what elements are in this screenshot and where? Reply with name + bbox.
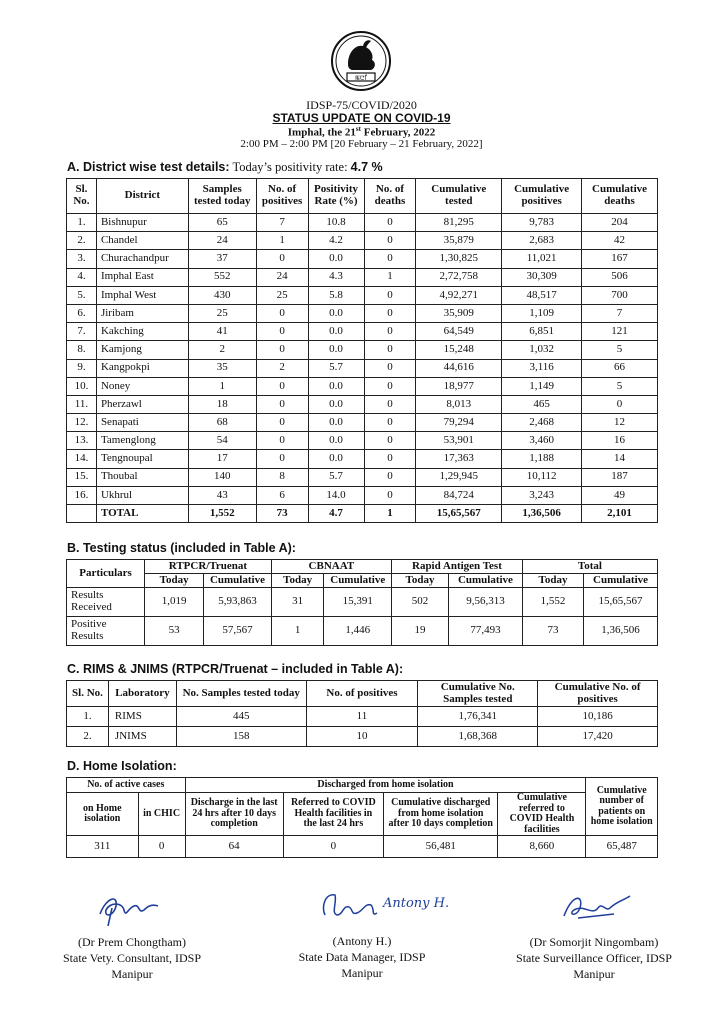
signatory-1-designation: State Vety. Consultant, IDSP (62, 951, 201, 966)
district-table-header: Sl. No. (67, 179, 97, 214)
district-cell: 1,109 (502, 304, 582, 322)
district-cell: 5.8 (308, 286, 364, 304)
testing-cell: 15,65,567 (584, 588, 658, 617)
district-cell: Tamenglong (96, 432, 188, 450)
signatory-2-name: (Antony H.) (332, 934, 392, 948)
district-cell: 0 (256, 341, 308, 359)
district-cell: 0 (364, 414, 416, 432)
test-subheader: Today (392, 574, 449, 588)
district-row (67, 395, 658, 413)
district-cell: 24 (256, 268, 308, 286)
district-row (67, 323, 658, 341)
home-isolation-subheader: Cumulative referred to COVID Health facilities (498, 793, 586, 836)
total-cell: 15,65,567 (416, 505, 502, 523)
district-cell: Pherzawl (96, 395, 188, 413)
testing-cell: 1,552 (522, 588, 583, 617)
total-cell: 1 (364, 505, 416, 523)
signatory-2-place: Manipur (341, 966, 383, 981)
district-cell: Kakching (96, 323, 188, 341)
district-cell: 48,517 (502, 286, 582, 304)
district-cell: 12. (67, 414, 97, 432)
district-cell: 14 (582, 450, 658, 468)
section-d-heading: D. Home Isolation: (67, 759, 177, 773)
district-row (67, 304, 658, 322)
testing-cell: 1 (271, 617, 324, 646)
home-isolation-subheader: Discharge in the last 24 hrs after 10 days completion (185, 793, 283, 836)
district-cell: 430 (188, 286, 256, 304)
lab-row (67, 727, 658, 747)
district-cell: 2. (67, 232, 97, 250)
signatory-1-place: Manipur (111, 967, 153, 982)
district-table (66, 178, 658, 523)
testing-cell: 57,567 (204, 617, 272, 646)
home-isolation-table (66, 777, 658, 858)
district-cell: 0 (256, 304, 308, 322)
signatory-1-name: (Dr Prem Chongtham) (78, 935, 186, 949)
district-cell: 13. (67, 432, 97, 450)
district-row (67, 450, 658, 468)
district-cell: 4. (67, 268, 97, 286)
district-cell: 12 (582, 414, 658, 432)
district-table-header: Cumulative deaths (582, 179, 658, 214)
district-cell: 0.0 (308, 450, 364, 468)
district-cell: 4,92,271 (416, 286, 502, 304)
district-cell: 0 (364, 450, 416, 468)
district-cell: 187 (582, 468, 658, 486)
testing-row (67, 588, 658, 617)
district-cell: 18 (188, 395, 256, 413)
district-cell: 66 (582, 359, 658, 377)
testing-cell: 53 (145, 617, 204, 646)
district-cell: 0 (256, 414, 308, 432)
district-table-header: Positivity Rate (%) (308, 179, 364, 214)
district-cell: 0 (364, 395, 416, 413)
document-ref: IDSP-75/COVID/2020 (306, 98, 417, 112)
district-cell: 1. (67, 214, 97, 232)
home-isolation-cell: 56,481 (383, 836, 498, 858)
district-cell: 1,30,825 (416, 250, 502, 268)
district-cell: 6,851 (502, 323, 582, 341)
district-cell: 43 (188, 486, 256, 504)
signatory-2-designation: State Data Manager, IDSP (298, 950, 426, 965)
district-cell: Imphal East (96, 268, 188, 286)
district-row (67, 214, 658, 232)
section-c-heading: C. RIMS & JNIMS (RTPCR/Truenat – included in Table A): (67, 662, 404, 676)
total-cell: 1,36,506 (502, 505, 582, 523)
district-cell: 1 (364, 268, 416, 286)
signature-3-icon (544, 888, 644, 928)
district-cell: 68 (188, 414, 256, 432)
district-table-header: Cumulative tested (416, 179, 502, 214)
testing-cell: 5,93,863 (204, 588, 272, 617)
district-cell: 3,460 (502, 432, 582, 450)
district-cell: 6 (256, 486, 308, 504)
district-cell: 204 (582, 214, 658, 232)
district-cell: 0 (364, 323, 416, 341)
district-cell: 8 (256, 468, 308, 486)
total-cell (67, 505, 97, 523)
place-date: Imphal, the 21st February, 2022 (287, 125, 436, 139)
district-cell: 5 (582, 341, 658, 359)
positivity-text: Today’s positivity rate: (229, 160, 351, 174)
total-cell: 4.7 (308, 505, 364, 523)
district-cell: 7 (256, 214, 308, 232)
district-cell: 0 (256, 323, 308, 341)
lab-table-header: No. of positives (306, 681, 418, 707)
emblem-inscription: ꯃꯅꯤ (355, 74, 367, 82)
district-cell: 465 (502, 395, 582, 413)
district-cell: 14.0 (308, 486, 364, 504)
district-cell: 1,032 (502, 341, 582, 359)
test-type-header: CBNAAT (271, 560, 391, 574)
signature-2-icon (307, 885, 450, 927)
lab-table-header: Cumulative No. Samples tested (418, 681, 538, 707)
district-cell: 16. (67, 486, 97, 504)
district-cell: 0 (364, 304, 416, 322)
positivity-value: 4.7 % (350, 160, 383, 174)
test-type-header: Total (522, 560, 657, 574)
lab-cell: 10 (306, 727, 418, 747)
district-cell: 0 (364, 250, 416, 268)
district-cell: 35,879 (416, 232, 502, 250)
district-cell: 15,248 (416, 341, 502, 359)
district-cell: 0 (364, 214, 416, 232)
district-cell: 0 (256, 250, 308, 268)
district-cell: Imphal West (96, 286, 188, 304)
district-row (67, 341, 658, 359)
district-cell: 0.0 (308, 250, 364, 268)
district-cell: 5. (67, 286, 97, 304)
district-cell: 2,683 (502, 232, 582, 250)
district-cell: 3,116 (502, 359, 582, 377)
active-cases-header: No. of active cases (67, 778, 186, 793)
district-cell: 0.0 (308, 414, 364, 432)
testing-cell: 15,391 (324, 588, 392, 617)
district-cell: 4.3 (308, 268, 364, 286)
district-cell: 5.7 (308, 359, 364, 377)
district-cell: 0 (256, 432, 308, 450)
home-isolation-subheader: Cumulative discharged from home isolation after 10 days completion (383, 793, 498, 836)
district-table-header: Cumulative positives (502, 179, 582, 214)
district-cell: 167 (582, 250, 658, 268)
district-row (67, 286, 658, 304)
district-cell: 700 (582, 286, 658, 304)
district-cell: 53,901 (416, 432, 502, 450)
district-cell: 65 (188, 214, 256, 232)
district-cell: 140 (188, 468, 256, 486)
lab-table-header: Cumulative No. of positives (538, 681, 658, 707)
total-cell: 1,552 (188, 505, 256, 523)
district-cell: 30,309 (502, 268, 582, 286)
total-row (67, 505, 658, 523)
district-cell: 5 (582, 377, 658, 395)
home-isolation-subheader: Referred to COVID Health facilities in the last 24 hrs (283, 793, 383, 836)
district-cell: 6. (67, 304, 97, 322)
lab-cell: 11 (306, 707, 418, 727)
district-cell: Thoubal (96, 468, 188, 486)
testing-cell: 1,446 (324, 617, 392, 646)
district-cell: 552 (188, 268, 256, 286)
district-cell: 0 (364, 468, 416, 486)
district-cell: 8,013 (416, 395, 502, 413)
district-cell: 25 (256, 286, 308, 304)
district-cell: 17,363 (416, 450, 502, 468)
district-cell: 8. (67, 341, 97, 359)
district-cell: 16 (582, 432, 658, 450)
test-subheader: Cumulative (584, 574, 658, 588)
lab-table-header: No. Samples tested today (176, 681, 306, 707)
lab-table-header: Sl. No. (67, 681, 109, 707)
lab-cell: 1,76,341 (418, 707, 538, 727)
district-cell: 0 (364, 359, 416, 377)
district-cell: 84,724 (416, 486, 502, 504)
district-cell: 2,468 (502, 414, 582, 432)
particulars-cell: Positive Results (67, 617, 145, 646)
home-isolation-cell: 65,487 (586, 836, 658, 858)
district-cell: 35,909 (416, 304, 502, 322)
district-cell: 64,549 (416, 323, 502, 341)
district-cell: 1 (256, 232, 308, 250)
district-cell: 7. (67, 323, 97, 341)
testing-status-table (66, 559, 658, 646)
lab-cell: 2. (67, 727, 109, 747)
home-isolation-subheader: in CHIC (138, 793, 185, 836)
home-isolation-cell: 64 (185, 836, 283, 858)
district-cell: 506 (582, 268, 658, 286)
district-cell: 0 (582, 395, 658, 413)
district-cell: 0 (364, 486, 416, 504)
district-cell: 1,149 (502, 377, 582, 395)
testing-cell: 31 (271, 588, 324, 617)
lab-cell: 10,186 (538, 707, 658, 727)
district-cell: 3,243 (502, 486, 582, 504)
district-cell: 14. (67, 450, 97, 468)
district-cell: 4.2 (308, 232, 364, 250)
document-title: STATUS UPDATE ON COVID-19 (272, 111, 451, 125)
lab-cell: 158 (176, 727, 306, 747)
district-cell: 1,188 (502, 450, 582, 468)
district-cell: 49 (582, 486, 658, 504)
district-cell: 0.0 (308, 432, 364, 450)
state-emblem-icon (330, 30, 392, 92)
signatory-1 (22, 888, 242, 983)
district-row (67, 377, 658, 395)
report-period: 2:00 PM – 2:00 PM [20 February – 21 February, 2022] (240, 138, 483, 150)
total-cell: TOTAL (96, 505, 188, 523)
testing-cell: 1,019 (145, 588, 204, 617)
district-cell: Senapati (96, 414, 188, 432)
total-cell: 73 (256, 505, 308, 523)
signatory-3-designation: State Surveillance Officer, IDSP (516, 951, 672, 966)
district-table-header: No. of positives (256, 179, 308, 214)
district-cell: Tengnoupal (96, 450, 188, 468)
lab-cell: 1,68,368 (418, 727, 538, 747)
district-cell: 24 (188, 232, 256, 250)
district-cell: 54 (188, 432, 256, 450)
district-cell: Kamjong (96, 341, 188, 359)
home-isolation-cell: 0 (283, 836, 383, 858)
total-cell: 2,101 (582, 505, 658, 523)
test-subheader: Cumulative (449, 574, 523, 588)
district-cell: 0 (364, 232, 416, 250)
district-cell: 10. (67, 377, 97, 395)
district-cell: 9. (67, 359, 97, 377)
district-cell: 5.7 (308, 468, 364, 486)
home-isolation-cell: 8,660 (498, 836, 586, 858)
district-table-header: Samples tested today (188, 179, 256, 214)
district-cell: 0 (364, 432, 416, 450)
test-type-header: Rapid Antigen Test (392, 560, 523, 574)
district-cell: 15. (67, 468, 97, 486)
district-cell: 17 (188, 450, 256, 468)
district-cell: 0 (256, 377, 308, 395)
district-cell: 0 (256, 450, 308, 468)
district-cell: 0.0 (308, 323, 364, 341)
discharged-header: Discharged from home isolation (185, 778, 586, 793)
district-cell: 7 (582, 304, 658, 322)
district-cell: 18,977 (416, 377, 502, 395)
cumulative-home-isolation-header: Cumulative number of patients on home isolation (586, 778, 658, 836)
district-cell: Noney (96, 377, 188, 395)
test-subheader: Cumulative (204, 574, 272, 588)
district-cell: Kangpokpi (96, 359, 188, 377)
district-cell: 3. (67, 250, 97, 268)
test-subheader: Cumulative (324, 574, 392, 588)
lab-cell: 445 (176, 707, 306, 727)
district-row (67, 268, 658, 286)
district-cell: 10.8 (308, 214, 364, 232)
lab-cell: 17,420 (538, 727, 658, 747)
signatory-3-place: Manipur (573, 967, 615, 982)
home-isolation-cell: 311 (67, 836, 139, 858)
district-table-header: District (96, 179, 188, 214)
testing-cell: 1,36,506 (584, 617, 658, 646)
testing-cell: 502 (392, 588, 449, 617)
district-cell: 0 (364, 341, 416, 359)
signatory-3-name: (Dr Somorjit Ningombam) (529, 935, 659, 949)
testing-cell: 9,56,313 (449, 588, 523, 617)
district-cell: 37 (188, 250, 256, 268)
section-a-heading: A. District wise test details: Today’s positivity rate: 4.7 % (67, 160, 383, 174)
district-row (67, 414, 658, 432)
rims-jnims-table (66, 680, 658, 747)
district-cell: Ukhrul (96, 486, 188, 504)
district-cell: 11,021 (502, 250, 582, 268)
district-cell: 44,616 (416, 359, 502, 377)
district-cell: 9,783 (502, 214, 582, 232)
district-cell: Chandel (96, 232, 188, 250)
signature-1-icon (92, 888, 172, 928)
test-subheader: Today (522, 574, 583, 588)
district-row (67, 359, 658, 377)
district-cell: Churachandpur (96, 250, 188, 268)
district-row (67, 468, 658, 486)
signatory-3 (484, 888, 704, 983)
district-cell: 0 (364, 377, 416, 395)
district-row (67, 232, 658, 250)
district-cell: 79,294 (416, 414, 502, 432)
district-table-header: No. of deaths (364, 179, 416, 214)
lab-cell: JNIMS (108, 727, 176, 747)
district-cell: 2,72,758 (416, 268, 502, 286)
district-cell: 0.0 (308, 395, 364, 413)
district-cell: 0.0 (308, 341, 364, 359)
district-cell: 10,112 (502, 468, 582, 486)
home-isolation-subheader: on Home isolation (67, 793, 139, 836)
testing-row (67, 617, 658, 646)
district-cell: 0.0 (308, 377, 364, 395)
district-cell: 2 (256, 359, 308, 377)
district-cell: Jiribam (96, 304, 188, 322)
district-row (67, 250, 658, 268)
district-cell: 35 (188, 359, 256, 377)
section-b-heading: B. Testing status (included in Table A): (67, 541, 296, 555)
district-row (67, 432, 658, 450)
district-cell: Bishnupur (96, 214, 188, 232)
district-cell: 0 (256, 395, 308, 413)
district-cell: 0.0 (308, 304, 364, 322)
district-cell: 0 (364, 286, 416, 304)
home-isolation-cell: 0 (138, 836, 185, 858)
testing-cell: 77,493 (449, 617, 523, 646)
district-cell: 121 (582, 323, 658, 341)
test-subheader: Today (145, 574, 204, 588)
district-cell: 42 (582, 232, 658, 250)
lab-cell: 1. (67, 707, 109, 727)
lab-row (67, 707, 658, 727)
district-cell: 41 (188, 323, 256, 341)
district-cell: 25 (188, 304, 256, 322)
test-type-header: RTPCR/Truenat (145, 560, 272, 574)
testing-cell: 19 (392, 617, 449, 646)
test-subheader: Today (271, 574, 324, 588)
testing-cell: 73 (522, 617, 583, 646)
district-cell: 1,29,945 (416, 468, 502, 486)
district-cell: 11. (67, 395, 97, 413)
district-cell: 81,295 (416, 214, 502, 232)
district-cell: 1 (188, 377, 256, 395)
lab-cell: RIMS (108, 707, 176, 727)
district-cell: 2 (188, 341, 256, 359)
district-row (67, 486, 658, 504)
signatory-2 (252, 885, 472, 982)
particulars-header: Particulars (67, 560, 145, 588)
lab-table-header: Laboratory (108, 681, 176, 707)
signature-2-text: Antony H. (383, 896, 450, 911)
particulars-cell: Results Received (67, 588, 145, 617)
